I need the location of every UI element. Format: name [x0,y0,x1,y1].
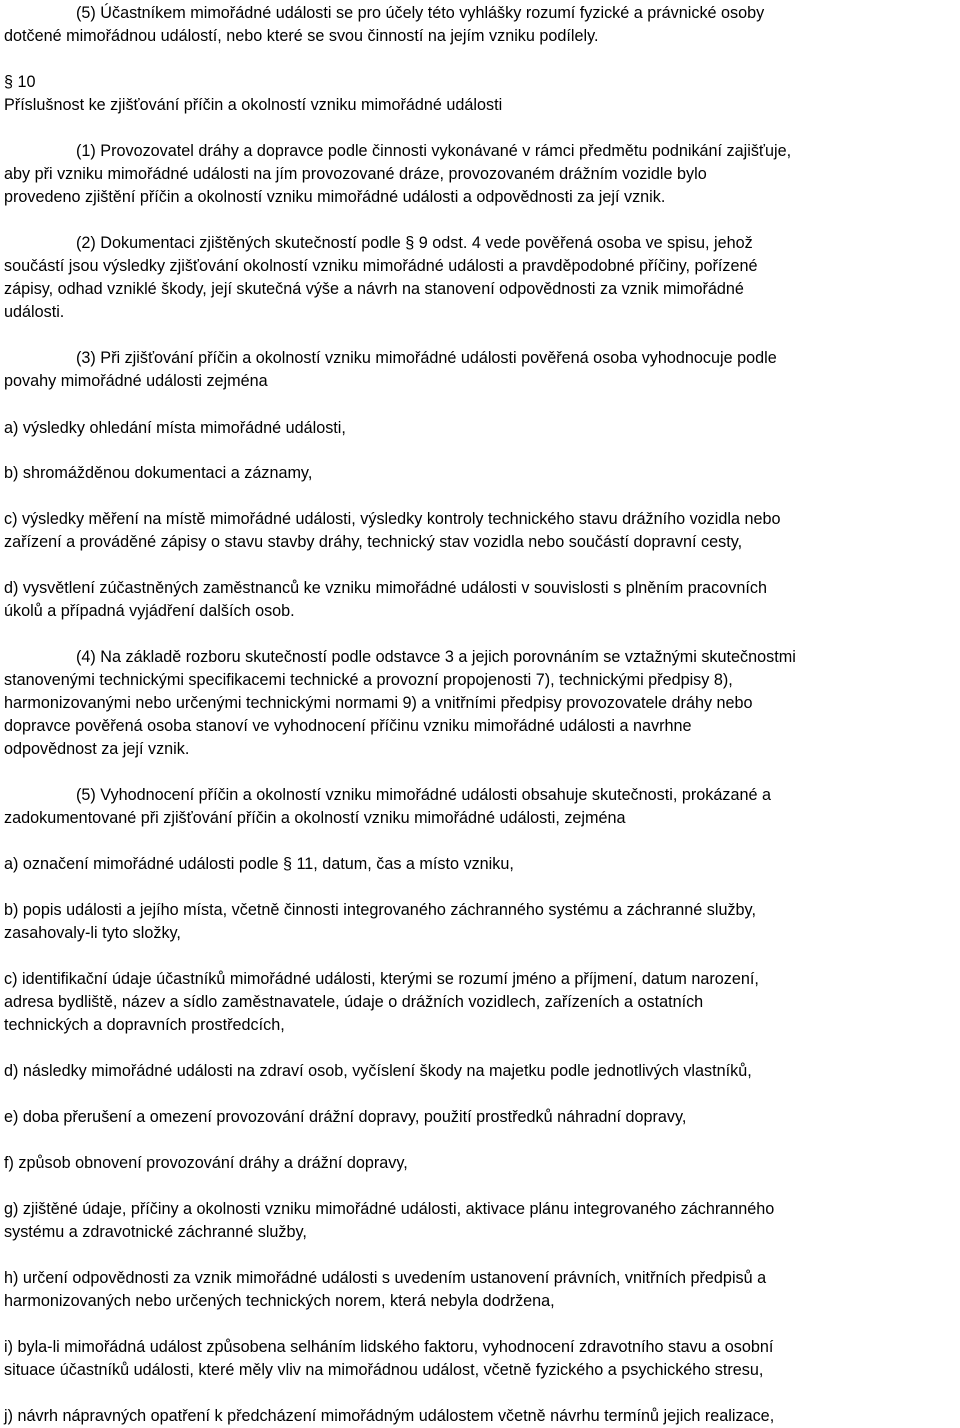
text-line: stanovenými technickými specifikacemi technické a provozní propojenosti 7), technickými předpisy 8), [4,671,733,689]
list-item-3b [4,462,960,485]
text-line: dotčené mimořádnou událostí, nebo které se svou činností na jejím vzniku podílely. [4,27,599,45]
text-line: e) doba přerušení a omezení provozování drážní dopravy, použití prostředků náhradní dopravy, [4,1108,687,1126]
text-line: b) shromážděnou dokumentaci a záznamy, [4,464,313,482]
paragraph-1 [4,140,960,209]
text-line: zařízení a prováděné zápisy o stavu stavby dráhy, technický stav vozidla nebo součástí dopravní cesty, [4,533,743,551]
text-line: f) způsob obnovení provozování dráhy a drážní dopravy, [4,1154,408,1172]
text-line: (3) Při zjišťování příčin a okolností vzniku mimořádné události pověřená osoba vyhodnocuje podle [76,349,777,367]
text-line: j) návrh nápravných opatření k předcházení mimořádným událostem včetně návrhu termínů jejich realizace, [4,1407,775,1425]
text-line: dopravce pověřená osoba stanoví ve vyhodnocení příčinu vzniku mimořádné události a navrhne [4,717,692,735]
text-line: h) určení odpovědnosti za vznik mimořádné události s uvedením ustanovení právních, vnitřních předpisů a [4,1269,767,1287]
list-item-3a [4,417,960,440]
list-item-5d [4,1060,960,1083]
text-line: adresa bydliště, název a sídlo zaměstnavatele, údaje o drážních vozidlech, zařízeních a ostatních [4,993,704,1011]
text-line: a) výsledky ohledání místa mimořádné události, [4,419,346,437]
paragraph-5-previous [4,2,960,48]
text-line: c) výsledky měření na místě mimořádné události, výsledky kontroly technického stavu drážního vozidla nebo [4,510,781,528]
paragraph-3 [4,347,960,393]
text-line: d) vysvětlení zúčastněných zaměstnanců ke vzniku mimořádné události v souvislosti s plněním pracovních [4,579,767,597]
section-title: Příslušnost ke zjišťování příčin a okolností vzniku mimořádné události [4,96,503,114]
text-line: (1) Provozovatel dráhy a dopravce podle činnosti vykonávané v rámci předmětu podnikání zajišťuje, [76,142,792,160]
text-line: c) identifikační údaje účastníků mimořádné události, kterými se rozumí jméno a příjmení, datum narození, [4,970,759,988]
paragraph-2 [4,232,960,324]
list-item-3c [4,508,960,554]
text-line: aby při vzniku mimořádné události na jím provozované dráze, provozovaném drážním vozidle bylo [4,165,707,183]
text-line: události. [4,303,65,321]
list-item-3d [4,577,960,623]
text-line: úkolů a případná vyjádření dalších osob. [4,602,295,620]
list-item-5g [4,1198,960,1244]
text-line: a) označení mimořádné události podle § 11, datum, čas a místo vzniku, [4,855,514,873]
text-line: g) zjištěné údaje, příčiny a okolnosti vzniku mimořádné události, aktivace plánu integrovaného záchranného [4,1200,775,1218]
text-line: b) popis události a jejího místa, včetně činnosti integrovaného záchranného systému a záchranné služby, [4,901,756,919]
text-line: (5) Vyhodnocení příčin a okolností vzniku mimořádné události obsahuje skutečnosti, prokázané a [76,786,771,804]
text-line: systému a zdravotnické záchranné služby, [4,1223,307,1241]
section-number: § 10 [4,73,36,91]
text-line: (4) Na základě rozboru skutečností podle odstavce 3 a jejich porovnáním se vztažnými skutečnostmi [76,648,796,666]
list-item-5i [4,1336,960,1382]
text-line: zápisy, odhad vzniklé škody, její skutečná výše a návrh na stanovení odpovědnosti za vznik mimořádné [4,280,744,298]
text-line: (2) Dokumentaci zjištěných skutečností podle § 9 odst. 4 vede pověřená osoba ve spisu, jehož [76,234,753,252]
text-line: provedeno zjištění příčin a okolností vzniku mimořádné události a odpovědnosti za její vznik. [4,188,666,206]
list-item-5a [4,853,960,876]
text-line: povahy mimořádné události zejména [4,372,268,390]
list-item-5j [4,1405,960,1428]
text-line: zadokumentované při zjišťování příčin a okolností vzniku mimořádné události, zejména [4,809,626,827]
section-heading [4,71,960,117]
text-line: součástí jsou výsledky zjišťování okolností vzniku mimořádné události a pravděpodobné příčiny, pořízené [4,257,758,275]
text-line: technických a dopravních prostředcích, [4,1016,285,1034]
list-item-5e [4,1106,960,1129]
text-line: harmonizovaných nebo určených technických norem, která nebyla dodržena, [4,1292,555,1310]
paragraph-5 [4,784,960,830]
text-line: odpovědnost za její vznik. [4,740,190,758]
text-line: (5) Účastníkem mimořádné události se pro účely této vyhlášky rozumí fyzické a právnické osoby [76,4,765,22]
list-item-5f [4,1152,960,1175]
text-line: d) následky mimořádné události na zdraví osob, vyčíslení škody na majetku podle jednotlivých vlastníků, [4,1062,752,1080]
list-item-5h [4,1267,960,1313]
text-line: situace účastníků události, které měly vliv na mimořádnou událost, včetně fyzického a psychického stresu, [4,1361,764,1379]
text-line: i) byla-li mimořádná událost způsobena selháním lidského faktoru, vyhodnocení zdravotního stavu a osobní [4,1338,774,1356]
text-line: zasahovaly-li tyto složky, [4,924,181,942]
paragraph-4 [4,646,960,761]
list-item-5b [4,899,960,945]
list-item-5c [4,968,960,1037]
text-line: harmonizovanými nebo určenými technickými normami 9) a vnitřními předpisy provozovatele dráhy nebo [4,694,753,712]
